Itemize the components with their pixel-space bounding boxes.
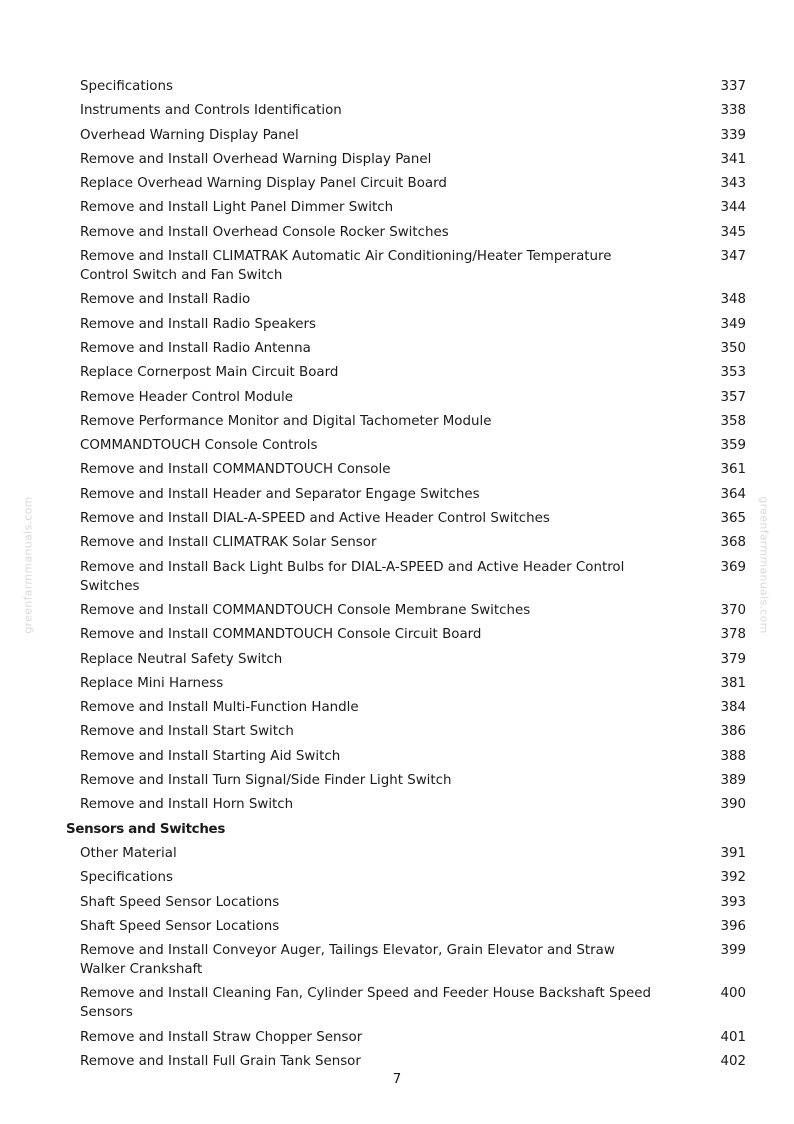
toc-entry-page: 381 — [720, 675, 746, 691]
toc-entry-page: 337 — [720, 79, 746, 94]
toc-entry-title: Remove and Install Starting Aid Switch — [80, 748, 341, 764]
toc-entry[interactable] — [66, 722, 746, 741]
toc-entry-title: Remove and Install Cleaning Fan, Cylinder Speed and Feeder House Backshaft Speed Sensors — [80, 986, 651, 1021]
toc-entry[interactable] — [66, 290, 746, 309]
toc-entry-title: Remove and Install Start Switch — [80, 724, 294, 740]
toc-entry-page: 368 — [720, 535, 746, 551]
toc-entry[interactable] — [66, 101, 746, 120]
toc-entry[interactable] — [66, 388, 746, 407]
toc-entry-page: 388 — [720, 748, 746, 764]
toc-entry-title: Remove Header Control Module — [80, 389, 293, 405]
toc-group-sensors-switches — [66, 844, 746, 1071]
toc-entry[interactable] — [66, 533, 746, 552]
watermark-left: greenfarmmanuals.com — [21, 496, 35, 634]
toc-entry-page: 379 — [720, 651, 746, 667]
toc-entry-page: 350 — [720, 340, 746, 356]
toc-entry-title: Remove and Install Radio — [80, 292, 251, 308]
toc-entry-title: Remove and Install CLIMATRAK Automatic Air Conditioning/Heater Temperature Control Switch and Fan Switch — [80, 249, 612, 284]
toc-entry-title: Specifications — [80, 79, 173, 94]
toc-entry-page: 378 — [720, 627, 746, 643]
toc-entry[interactable] — [66, 625, 746, 644]
toc-entry-title: Remove and Install CLIMATRAK Solar Sensor — [80, 535, 377, 551]
toc-entry-title: Remove and Install COMMANDTOUCH Console Membrane Switches — [80, 602, 531, 618]
toc-entry-title: Shaft Speed Sensor Locations — [80, 918, 280, 934]
toc-entry-page: 364 — [720, 486, 746, 502]
watermark-right: greenfarmmanuals.com — [757, 496, 771, 634]
toc-entry-title: Remove and Install Horn Switch — [80, 797, 294, 813]
toc-entry[interactable] — [66, 601, 746, 620]
toc-entry-page: 399 — [720, 943, 746, 959]
toc-entry-page: 348 — [720, 292, 746, 308]
toc-entry[interactable] — [66, 917, 746, 936]
toc-entry-page: 339 — [720, 127, 746, 143]
toc-entry-title: Remove and Install Overhead Console Rocker Switches — [80, 224, 449, 240]
toc-entry-title: Remove and Install Multi-Function Handle — [80, 700, 359, 716]
toc-entry-title: COMMANDTOUCH Console Controls — [80, 438, 318, 454]
toc-entry-title: Replace Overhead Warning Display Panel Circuit Board — [80, 176, 447, 192]
toc-entry[interactable] — [66, 771, 746, 790]
toc-entry-title: Remove and Install Back Light Bulbs for DIAL-A-SPEED and Active Header Control Switches — [80, 559, 625, 594]
toc-entry[interactable] — [66, 1028, 746, 1047]
toc-entry[interactable] — [66, 984, 746, 1022]
toc-entry[interactable] — [66, 941, 746, 979]
toc-entry-page: 389 — [720, 773, 746, 789]
toc-entry[interactable] — [66, 509, 746, 528]
toc-entry-title: Remove and Install Turn Signal/Side Finder Light Switch — [80, 773, 452, 789]
toc-entry[interactable] — [66, 315, 746, 334]
toc-entry-page: 344 — [720, 200, 746, 216]
toc-entry[interactable] — [66, 460, 746, 479]
toc-entry-page: 357 — [720, 389, 746, 405]
toc-entry[interactable] — [66, 747, 746, 766]
toc-entry-title: Overhead Warning Display Panel — [80, 127, 299, 143]
section-heading: Sensors and Switches — [66, 821, 226, 837]
page-number: 7 — [392, 1072, 402, 1087]
toc-entry-title: Replace Neutral Safety Switch — [80, 651, 283, 667]
toc-entry-title: Instruments and Controls Identification — [80, 103, 342, 119]
toc-entry-title: Remove and Install Conveyor Auger, Tailings Elevator, Grain Elevator and Straw Walker Crankshaft — [80, 943, 615, 978]
toc-group-instruments-controls — [66, 77, 746, 814]
toc-entry-page: 392 — [720, 870, 746, 886]
toc-entry-page: 370 — [720, 602, 746, 618]
toc-entry[interactable] — [66, 198, 746, 217]
toc-entry-page: 345 — [720, 224, 746, 240]
toc-entry[interactable] — [66, 650, 746, 669]
toc-entry-page: 353 — [720, 365, 746, 381]
toc-entry[interactable] — [66, 77, 746, 96]
toc-entry-page: 400 — [720, 986, 746, 1002]
toc-entry[interactable] — [66, 1052, 746, 1071]
toc-entry-page: 390 — [720, 797, 746, 813]
toc-entry-title: Specifications — [80, 870, 173, 886]
toc-entry-page: 365 — [720, 511, 746, 527]
toc-entry[interactable] — [66, 223, 746, 242]
toc-entry-title: Remove and Install Light Panel Dimmer Switch — [80, 200, 394, 216]
toc-entry[interactable] — [66, 674, 746, 693]
toc-entry-title: Remove and Install Radio Speakers — [80, 316, 316, 332]
toc-entry-title: Remove Performance Monitor and Digital Tachometer Module — [80, 413, 492, 429]
toc-entry[interactable] — [66, 126, 746, 145]
toc-entry[interactable] — [66, 247, 746, 285]
toc-entry-title: Remove and Install Overhead Warning Display Panel — [80, 151, 432, 167]
toc-entry[interactable] — [66, 174, 746, 193]
toc-entry-title: Remove and Install Header and Separator Engage Switches — [80, 486, 480, 502]
toc-entry-page: 347 — [720, 249, 746, 265]
toc-entry-page: 402 — [720, 1053, 746, 1069]
toc-entry[interactable] — [66, 436, 746, 455]
toc-entry[interactable] — [66, 795, 746, 814]
toc-entry[interactable] — [66, 150, 746, 169]
toc-entry[interactable] — [66, 485, 746, 504]
toc-entry[interactable] — [66, 868, 746, 887]
toc-entry[interactable] — [66, 412, 746, 431]
toc-entry[interactable] — [66, 558, 746, 596]
toc-entry-page: 343 — [720, 176, 746, 192]
toc-entry-page: 341 — [720, 151, 746, 167]
table-of-contents — [66, 77, 746, 1076]
toc-entry-page: 391 — [720, 845, 746, 861]
toc-entry-page: 358 — [720, 413, 746, 429]
toc-entry-title: Remove and Install DIAL-A-SPEED and Active Header Control Switches — [80, 511, 550, 527]
toc-entry-page: 393 — [720, 894, 746, 910]
toc-entry-page: 361 — [720, 462, 746, 478]
toc-entry-page: 369 — [720, 559, 746, 575]
toc-entry-page: 359 — [720, 438, 746, 454]
toc-entry-page: 396 — [720, 918, 746, 934]
toc-entry-title: Remove and Install COMMANDTOUCH Console Circuit Board — [80, 627, 482, 643]
toc-entry[interactable] — [66, 893, 746, 912]
toc-entry-title: Remove and Install Radio Antenna — [80, 340, 311, 356]
toc-entry-page: 349 — [720, 316, 746, 332]
toc-entry-title: Replace Mini Harness — [80, 675, 224, 691]
toc-entry-title: Remove and Install COMMANDTOUCH Console — [80, 462, 391, 478]
toc-entry-page: 384 — [720, 700, 746, 716]
toc-entry[interactable] — [66, 339, 746, 358]
toc-entry-title: Other Material — [80, 845, 177, 861]
toc-entry[interactable] — [66, 363, 746, 382]
toc-entry-title: Shaft Speed Sensor Locations — [80, 894, 280, 910]
toc-entry-title: Remove and Install Straw Chopper Sensor — [80, 1029, 363, 1045]
toc-entry-page: 401 — [720, 1029, 746, 1045]
toc-entry-title: Replace Cornerpost Main Circuit Board — [80, 365, 339, 381]
toc-entry[interactable] — [66, 844, 746, 863]
toc-entry-page: 338 — [720, 103, 746, 119]
toc-entry[interactable] — [66, 698, 746, 717]
toc-entry-page: 386 — [720, 724, 746, 740]
toc-entry-title: Remove and Install Full Grain Tank Sensor — [80, 1053, 361, 1069]
